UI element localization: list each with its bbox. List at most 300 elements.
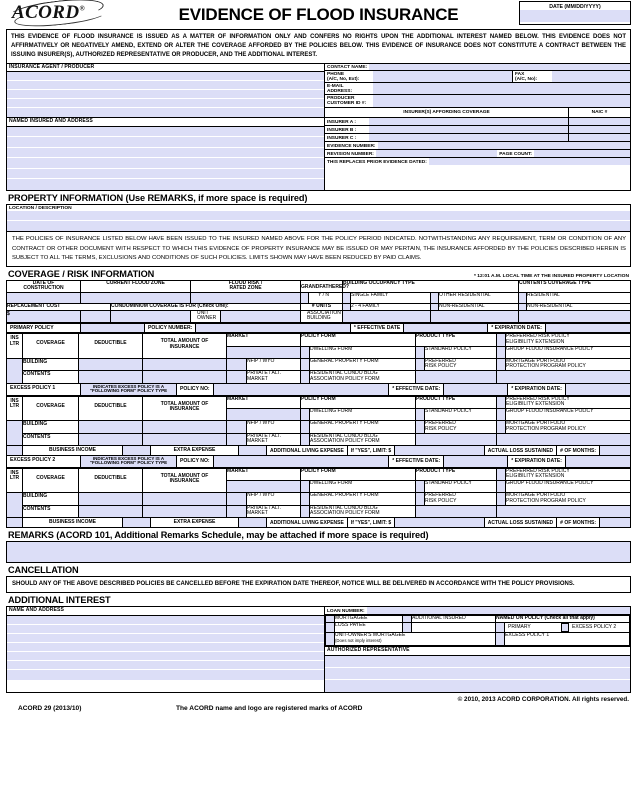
- excess-2-business-income-label: BUSINESS INCOME: [23, 518, 123, 527]
- excess-2-prp-eligibility-checkbox[interactable]: [497, 468, 506, 481]
- excess-1-preferred-risk-checkbox[interactable]: [416, 421, 425, 434]
- excess-1-private-alt-checkbox[interactable]: [227, 433, 247, 446]
- single-family-checkbox[interactable]: [343, 292, 351, 303]
- excess-1-als-label: ACTUAL LOSS SUSTAINED: [485, 446, 557, 455]
- primary-building-total-input[interactable]: [143, 358, 227, 371]
- excess-2-ins-ltr-input[interactable]: [7, 493, 23, 518]
- acord-logo: [6, 0, 118, 24]
- form-id: ACORD 29 (2013/10): [18, 704, 82, 712]
- coverage-risk-header: [6, 267, 631, 280]
- excess-1-standard-policy-checkbox[interactable]: [416, 409, 425, 421]
- named-insured-input-6[interactable]: [7, 179, 324, 190]
- excess-1-policy-no-input[interactable]: [214, 384, 390, 395]
- ai-name-input-6[interactable]: [7, 661, 324, 670]
- excess-1-extra-expense-label: EXTRA EXPENSE: [151, 446, 239, 455]
- additional-interest-title: ADDITIONAL INTEREST: [8, 594, 111, 605]
- excess-2-coverage-header: COVERAGE: [23, 468, 79, 493]
- policies-issued-note: THE POLICIES OF INSURANCE LISTED BELOW HAVE BEEN ISSUED TO THE INSURED NAMED ABOVE FOR THE POLICY PERIOD INDICATED. NOTWITHSTANDING ANY REQUIREMENT, TERM OR CONDITION OF ANY CONTRACT OR OTHER DOCUMENT WITH RESPECT TO WHICH THIS EVIDENCE OF PROPERTY INSURANCE MAY BE ISSUED OR MAY PERTAIN, THE INSURANCE AFFORDED BY THE POLICIES DESCRIBED HEREIN IS SUBJECT TO ALL THE TERMS, EXCLUSIONS AND CONDITIONS OF SUCH POLICIES. LIMITS SHOWN MAY HAVE BEEN REDUCED BY PAID CLAIMS.: [6, 232, 631, 266]
- excess-2-preferred-risk-checkbox[interactable]: [416, 493, 425, 506]
- occupancy-spacer: [431, 310, 519, 323]
- unit-owner-checkbox[interactable]: [111, 310, 191, 323]
- date-of-construction-header: DATE OF CONSTRUCTION: [7, 280, 81, 292]
- registered-mark-icon: ®: [79, 4, 86, 13]
- excess-2-policy-form-header: POLICY FORM: [301, 468, 416, 481]
- non-residential-occupancy-checkbox[interactable]: [431, 303, 439, 310]
- named-on-policy-header: NAMED ON POLICY (Check all that apply): [496, 615, 630, 622]
- excess-2-contents-row: [7, 505, 631, 518]
- primary-general-property-checkbox[interactable]: [301, 358, 310, 371]
- replacement-cost-currency: $: [7, 310, 81, 323]
- phone-label: PHONE (A/C, No, Ext):: [325, 71, 373, 82]
- excess-1-building-row: [7, 421, 631, 434]
- contact-name-label: CONTACT NAME:: [327, 64, 368, 70]
- association-building-checkbox[interactable]: [221, 310, 301, 323]
- excess-2-general-property-label: GENERAL PROPERTY FORM: [310, 493, 416, 506]
- primary-named-checkbox[interactable]: [496, 622, 505, 633]
- excess-2-effective-date-input[interactable]: [444, 456, 508, 467]
- primary-expiration-date-label: * EXPIRATION DATE:: [488, 324, 546, 332]
- excess-2-bi-row: [6, 518, 631, 528]
- remarks-title: REMARKS (ACORD 101, Additional Remarks Schedule, may be attached if more space is required): [8, 529, 429, 540]
- additional-interest-block: [6, 606, 631, 693]
- excess-1-product-spacer: [416, 433, 497, 446]
- excess-1-following-form-note: INDICATES EXCESS POLICY IS A "FOLLOWING FORM" POLICY TYPE: [81, 384, 177, 395]
- condominium-coverage-header: CONDOMINIUM COVERAGE IS FOR (Check One):: [111, 303, 301, 310]
- agent-producer-input-1[interactable]: [7, 72, 324, 81]
- two-four-family-label: 2 - 4 FAMILY: [351, 303, 431, 310]
- loan-number-row: [325, 607, 630, 615]
- unit-owners-mortgagee-checkbox[interactable]: [326, 633, 335, 646]
- excess-2-group-flood-label: GROUP FLOOD INSURANCE POLICY: [506, 481, 631, 493]
- ai-name-input-7[interactable]: [7, 670, 324, 680]
- agent-producer-input-2[interactable]: [7, 81, 324, 90]
- disclaimer-text: THIS EVIDENCE OF FLOOD INSURANCE IS ISSUED AS A MATTER OF INFORMATION ONLY AND CONFERS NO RIGHTS UPON THE ADDITIONAL INTEREST NAMED BELOW. THIS EVIDENCE DOES NOT AFFIRMATIVELY OR NEGATIVELY AMEND, EXTEND OR ALTER THE COVERAGE AFFORDED BY THE POLICIES BELOW. THIS EVIDENCE OF INSURANCE DOES NOT CONSTITUTE A CONTRACT BETWEEN THE ISSUING INSURER(S), AUTHORIZED REPRESENTATIVE OR PRODUCER, AND THE ADDITIONAL INTEREST.: [6, 29, 631, 64]
- page-count-label: PAGE COUNT:: [499, 151, 532, 157]
- excess-1-market-header: MARKET: [227, 396, 301, 409]
- primary-group-flood-checkbox[interactable]: [497, 346, 506, 358]
- grandfathered-header: GRANDFATHERED?: [301, 280, 343, 292]
- insurer-a-input[interactable]: [369, 118, 568, 125]
- insurer-a-label: INSURER A :: [325, 118, 369, 125]
- primary-building-deductible-input[interactable]: [79, 358, 143, 371]
- primary-group-flood-label: GROUP FLOOD INSURANCE POLICY: [506, 346, 631, 358]
- excess-2-deductible-header: DEDUCTIBLE: [79, 468, 143, 493]
- replacement-cost-header: REPLACEMENT COST: [7, 303, 111, 310]
- primary-nfip-wyo-label: NFIP / WYO: [247, 358, 301, 371]
- contents-spacer: [519, 310, 631, 323]
- units-input[interactable]: [343, 310, 431, 323]
- excess-2-dwelling-form-checkbox[interactable]: [301, 481, 310, 493]
- coverage-grid-row-3: [7, 310, 631, 323]
- excess-1-months-input[interactable]: [600, 446, 630, 455]
- loan-number-label: LOAN NUMBER:: [327, 608, 365, 614]
- excess-1-contents-row: [7, 433, 631, 446]
- excess-2-contents-label: CONTENTS: [23, 505, 79, 518]
- ai-grid-row-2: [326, 622, 630, 633]
- ai-grid-row-3: [326, 633, 630, 646]
- excess-2-label: EXCESS POLICY 2: [7, 456, 81, 467]
- replaces-prior-row: [325, 158, 630, 165]
- primary-contents-total-input[interactable]: [143, 371, 227, 384]
- primary-standard-policy-label: STANDARD POLICY: [425, 346, 497, 358]
- excess-1-condo-form-label: RESIDENTIAL CONDO BLDG ASSOCIATION POLICY FORM: [310, 433, 416, 446]
- insurer-a-row: [325, 118, 630, 126]
- property-information-header: [6, 191, 631, 204]
- named-insured-input-5[interactable]: [7, 169, 324, 180]
- building-occupancy-type-header: BUILDING OCCUPANCY TYPE: [343, 280, 519, 292]
- authorized-representative-label: AUTHORIZED REPRESENTATIVE: [325, 646, 630, 656]
- excess-2-building-total-input[interactable]: [143, 493, 227, 506]
- primary-contents-label: CONTENTS: [23, 371, 79, 384]
- primary-preferred-risk-checkbox[interactable]: [416, 358, 425, 371]
- primary-excess2-cell: [505, 622, 630, 633]
- non-residential-occupancy-label: NON-RESIDENTIAL: [439, 303, 519, 310]
- primary-building-label: BUILDING: [23, 358, 79, 371]
- excess-1-months-label: # OF MONTHS:: [557, 446, 600, 455]
- excess-1-prp-eligibility-label: PREFERRED RISK POLICY ELIGIBILITY EXTENSION: [506, 396, 631, 409]
- coverage-risk-title: COVERAGE / RISK INFORMATION: [8, 268, 155, 279]
- excess-1-building-deductible-input[interactable]: [79, 421, 143, 434]
- agent-producer-input-3[interactable]: [7, 90, 324, 99]
- producer-insured-block: [6, 64, 631, 192]
- insurer-b-input[interactable]: [369, 126, 568, 133]
- excess-2-contents-total-input[interactable]: [143, 505, 227, 518]
- excess-1-bi-row: [6, 446, 631, 456]
- excess-2-ale-limit-label: If "YES", LIMIT: $: [348, 518, 395, 527]
- primary-contents-deductible-input[interactable]: [79, 371, 143, 384]
- excess-2-bi-spacer: [7, 518, 23, 527]
- primary-policy-band: [6, 323, 631, 333]
- additional-interest-left: [7, 607, 325, 692]
- insurer-c-input[interactable]: [369, 134, 568, 141]
- excess-1-effective-date-input[interactable]: [444, 384, 508, 395]
- loss-payee-alt-checkbox[interactable]: [403, 622, 412, 633]
- insurer-c-row: [325, 134, 630, 142]
- naic-header: NAIC #: [568, 108, 630, 117]
- evidence-number-input[interactable]: [378, 142, 630, 149]
- contents-non-residential-checkbox[interactable]: [519, 303, 527, 310]
- excess-1-building-label: BUILDING: [23, 421, 79, 434]
- excess-1-preferred-risk-label: PREFERRED RISK POLICY: [425, 421, 497, 434]
- excess-policy-1-band: [6, 384, 631, 396]
- current-flood-zone-input[interactable]: [81, 292, 191, 303]
- location-description-label: LOCATION / DESCRIPTION: [9, 206, 72, 212]
- contact-insurers-column: [325, 64, 630, 191]
- excess-2-contents-deductible-input[interactable]: [79, 505, 143, 518]
- primary-grid-header-row: [7, 334, 631, 347]
- excess-2-ins-ltr-header: INS LTR: [7, 468, 23, 493]
- ai-name-input-3[interactable]: [7, 634, 324, 643]
- primary-total-amount-header: TOTAL AMOUNT OF INSURANCE: [143, 334, 227, 359]
- excess-2-ale-limit-input[interactable]: [395, 518, 485, 527]
- contact-name-row: [325, 64, 630, 71]
- additional-interest-right: [325, 607, 630, 692]
- excess-1-effective-date-label: * EFFECTIVE DATE:: [389, 384, 444, 395]
- excess-1-grid-header-row: [7, 396, 631, 409]
- revision-number-input[interactable]: [376, 150, 497, 157]
- excess-1-expiration-date-label: * EXPIRATION DATE:: [508, 384, 566, 395]
- excess-1-total-amount-header: TOTAL AMOUNT OF INSURANCE: [143, 396, 227, 421]
- agent-producer-input-4[interactable]: [7, 99, 324, 108]
- excess-2-months-input[interactable]: [600, 518, 630, 527]
- location-description-box: [6, 204, 631, 232]
- excess-1-extra-expense-input[interactable]: [239, 446, 267, 455]
- contents-residential-checkbox[interactable]: [519, 292, 527, 303]
- evidence-number-label: EVIDENCE NUMBER:: [327, 143, 376, 149]
- excess-2-standard-policy-label: STANDARD POLICY: [425, 481, 497, 493]
- other-residential-checkbox[interactable]: [431, 292, 439, 303]
- copyright-notice: © 2010, 2013 ACORD CORPORATION. All rights reserved.: [457, 695, 629, 703]
- primary-ins-ltr-input[interactable]: [7, 358, 23, 383]
- mortgagee-label: MORTGAGEE: [335, 615, 403, 622]
- primary-product-spacer: [416, 371, 497, 384]
- excess-2-market-header: MARKET: [227, 468, 301, 481]
- excess-policy-1-named-label: EXCESS POLICY 1: [505, 633, 630, 646]
- authorized-representative-input-1[interactable]: [325, 656, 630, 668]
- excess-policy-2-grid: [6, 468, 631, 519]
- excess-1-general-property-label: GENERAL PROPERTY FORM: [310, 421, 416, 434]
- named-insured-input-2[interactable]: [7, 137, 324, 148]
- ai-grid-row-1: [326, 615, 630, 622]
- authorized-representative-input-2[interactable]: [325, 668, 630, 680]
- primary-general-property-label: GENERAL PROPERTY FORM: [310, 358, 416, 371]
- contents-coverage-type-header: CONTENTS COVERAGE TYPE: [519, 280, 631, 292]
- excess-2-market-spacer: [227, 481, 301, 493]
- logo-text: ACORD: [12, 2, 80, 23]
- remarks-header: [6, 528, 631, 541]
- local-time-note: * 12:01 A.M. LOCAL TIME AT THE INSURED PROPERTY LOCATION: [474, 273, 629, 279]
- primary-prp-eligibility-label: PREFERRED RISK POLICY ELIGIBILITY EXTENSION: [506, 334, 631, 347]
- primary-nfip-wyo-checkbox[interactable]: [227, 358, 247, 371]
- named-insured-input-3[interactable]: [7, 148, 324, 159]
- name-and-address-label: NAME AND ADDRESS: [7, 607, 324, 616]
- excess-2-extra-expense-label: EXTRA EXPENSE: [151, 518, 239, 527]
- excess-2-extra-expense-input[interactable]: [239, 518, 267, 527]
- primary-prp-eligibility-checkbox[interactable]: [497, 334, 506, 347]
- excess-1-group-flood-label: GROUP FLOOD INSURANCE POLICY: [506, 409, 631, 421]
- contact-name-input[interactable]: [369, 64, 630, 70]
- phone-input[interactable]: [373, 71, 512, 82]
- remarks-input[interactable]: [6, 541, 631, 563]
- page-count-input[interactable]: [534, 150, 630, 157]
- property-information-title: PROPERTY INFORMATION (Use REMARKS, if more space is required): [8, 193, 308, 204]
- ai-name-input-4[interactable]: [7, 643, 324, 652]
- excess-2-effective-date-label: * EFFECTIVE DATE:: [389, 456, 444, 467]
- excess-1-building-total-input[interactable]: [143, 421, 227, 434]
- insurer-b-naic-input[interactable]: [568, 126, 630, 133]
- grandfathered-yn-label: Y / N: [309, 292, 343, 303]
- unit-owners-mortgagee-label: UNIT-OWNER'S MORTGAGEE (Does not imply interest): [335, 633, 496, 646]
- primary-dwelling-form-checkbox[interactable]: [301, 346, 310, 358]
- excess-1-group-flood-checkbox[interactable]: [497, 409, 506, 421]
- loan-number-input[interactable]: [367, 607, 630, 614]
- primary-condo-form-label: RESIDENTIAL CONDO BLDG ASSOCIATION POLICY FORM: [310, 371, 416, 384]
- excess-policy-2-band: [6, 456, 631, 468]
- excess-1-contents-total-input[interactable]: [143, 433, 227, 446]
- primary-coverage-header: COVERAGE: [23, 334, 79, 359]
- revision-page-row: [325, 150, 630, 158]
- loss-payee-label: LOSS PAYEE: [335, 622, 403, 633]
- primary-condo-form-checkbox[interactable]: [301, 371, 310, 384]
- revision-number-label: REVISION NUMBER:: [327, 151, 374, 157]
- agent-producer-label: INSURANCE AGENT / PRODUCER: [7, 64, 324, 73]
- excess-1-mortgage-portfolio-label: MORTGAGE PORTFOLIO PROTECTION PROGRAM POLICY: [506, 421, 631, 434]
- excess-2-private-alt-label: PRIVATE / ALT. MARKET: [247, 505, 301, 518]
- single-family-label: SINGLE FAMILY: [351, 292, 431, 303]
- excess-1-bi-spacer: [7, 446, 23, 455]
- replacement-cost-input[interactable]: [81, 310, 111, 323]
- excess-1-dwelling-form-checkbox[interactable]: [301, 409, 310, 421]
- loss-payee-checkbox[interactable]: [326, 622, 335, 633]
- primary-effective-date-input[interactable]: [404, 324, 488, 332]
- flood-risk-rated-zone-header: FLOOD RISK / RATED ZONE: [191, 280, 301, 292]
- cancellation-title: CANCELLATION: [8, 564, 79, 575]
- primary-ins-ltr-header: INS LTR: [7, 334, 23, 359]
- excess-1-policy-form-header: POLICY FORM: [301, 396, 416, 409]
- insurer-c-naic-input[interactable]: [568, 134, 630, 141]
- cancellation-header: [6, 563, 631, 576]
- two-four-family-checkbox[interactable]: [343, 303, 351, 310]
- excess-2-als-label: ACTUAL LOSS SUSTAINED: [485, 518, 557, 527]
- excess-1-general-property-checkbox[interactable]: [301, 421, 310, 434]
- primary-private-alt-checkbox[interactable]: [227, 371, 247, 384]
- excess-2-business-income-input[interactable]: [123, 518, 151, 527]
- excess-2-nfip-wyo-checkbox[interactable]: [227, 493, 247, 506]
- named-insured-input-4[interactable]: [7, 158, 324, 169]
- excess-1-contents-deductible-input[interactable]: [79, 433, 143, 446]
- footer-row: [6, 703, 631, 712]
- excess-1-nfip-wyo-label: NFIP / WYO: [247, 421, 301, 434]
- location-input-2[interactable]: [7, 221, 630, 231]
- coverage-grid-row-1: [7, 292, 631, 303]
- excess-2-following-form-note: INDICATES EXCESS POLICY IS A "FOLLOWING FORM" POLICY TYPE: [81, 456, 177, 467]
- excess-policy-2-named-checkbox[interactable]: [561, 623, 569, 633]
- primary-policy-label: PRIMARY POLICY: [7, 324, 81, 332]
- excess-1-dwelling-form-label: DWELLING FORM: [310, 409, 416, 421]
- excess-2-standard-policy-checkbox[interactable]: [416, 481, 425, 493]
- coverage-grid-header-row: [7, 280, 631, 292]
- excess-1-product-type-header: PRODUCT TYPE: [416, 396, 497, 409]
- email-row: [325, 83, 630, 95]
- producer-customer-id-label: PRODUCER CUSTOMER ID #:: [325, 95, 373, 106]
- replaces-prior-input[interactable]: [429, 158, 630, 165]
- mortgagee-checkbox[interactable]: [326, 615, 335, 622]
- excess-2-mortgage-portfolio-label: MORTGAGE PORTFOLIO PROTECTION PROGRAM POLICY: [506, 493, 631, 506]
- additional-insured-checkbox[interactable]: [403, 615, 412, 622]
- contents-residential-label: RESIDENTIAL: [527, 292, 631, 303]
- excess-policy-1-named-checkbox[interactable]: [496, 633, 505, 646]
- excess-2-product-spacer: [416, 505, 497, 518]
- ai-name-input-1[interactable]: [7, 616, 324, 625]
- page-title: EVIDENCE OF FLOOD INSURANCE: [178, 5, 459, 24]
- date-label: DATE (MM/DD/YYYY): [549, 4, 601, 10]
- excess-policy-1-grid: [6, 396, 631, 447]
- excess-2-condo-form-checkbox[interactable]: [301, 505, 310, 518]
- replaces-prior-label: THIS REPLACES PRIOR EVIDENCE DATED:: [327, 159, 427, 165]
- contents-non-residential-label: NON-RESIDENTIAL: [527, 303, 631, 310]
- cancellation-text: SHOULD ANY OF THE ABOVE DESCRIBED POLICIES BE CANCELLED BEFORE THE EXPIRATION DATE THEREOF, NOTICE WILL BE DELIVERED IN ACCORDANCE WITH THE POLICY PROVISIONS.: [6, 576, 631, 593]
- location-input-1[interactable]: [7, 211, 630, 221]
- primary-policy-form-header: POLICY FORM: [301, 334, 416, 347]
- trademark-notice: The ACORD name and logo are registered marks of ACORD: [176, 704, 363, 712]
- unit-owner-label: UNIT OWNER: [191, 310, 221, 323]
- excess-1-prp-eligibility-checkbox[interactable]: [497, 396, 506, 409]
- primary-policy-grid: [6, 333, 631, 384]
- primary-preferred-risk-label: PREFERRED RISK POLICY: [425, 358, 497, 371]
- excess-2-months-label: # OF MONTHS:: [557, 518, 600, 527]
- primary-standard-policy-checkbox[interactable]: [416, 346, 425, 358]
- excess-1-ins-ltr-input[interactable]: [7, 421, 23, 446]
- excess-1-ale-limit-input[interactable]: [395, 446, 485, 455]
- excess-1-mortgage-portfolio-checkbox[interactable]: [497, 421, 506, 434]
- producer-customer-id-input[interactable]: [373, 95, 630, 106]
- current-flood-zone-header: CURRENT FLOOD ZONE: [81, 280, 191, 292]
- excess-1-ale-limit-label: If "YES", LIMIT: $: [348, 446, 395, 455]
- phone-fax-row: [325, 71, 630, 83]
- primary-named-label: PRIMARY: [508, 623, 531, 630]
- excess-2-building-label: BUILDING: [23, 493, 79, 506]
- excess-1-business-income-label: BUSINESS INCOME: [23, 446, 123, 455]
- primary-mortgage-portfolio-label: MORTGAGE PORTFOLIO PROTECTION PROGRAM POLICY: [506, 358, 631, 371]
- excess-2-general-property-checkbox[interactable]: [301, 493, 310, 506]
- primary-market-spacer: [227, 346, 301, 358]
- primary-expiration-date-input[interactable]: [546, 324, 630, 332]
- excess-1-private-alt-label: PRIVATE / ALT. MARKET: [247, 433, 301, 446]
- excess-2-dwelling-form-label: DWELLING FORM: [310, 481, 416, 493]
- excess-1-deductible-header: DEDUCTIBLE: [79, 396, 143, 421]
- fax-input[interactable]: [552, 71, 630, 82]
- insurer-c-label: INSURER C :: [325, 134, 369, 141]
- additional-insured-label: ADDITIONAL INSURED: [412, 615, 496, 622]
- date-of-construction-input[interactable]: [7, 292, 81, 303]
- primary-contents-row: [7, 371, 631, 384]
- excess-1-policy-no-label: POLICY NO:: [177, 384, 214, 395]
- primary-building-row: [7, 358, 631, 371]
- authorized-representative-input-3[interactable]: [325, 680, 630, 692]
- grandfathered-checkbox[interactable]: [301, 292, 309, 303]
- excess-2-expiration-date-input[interactable]: [566, 456, 630, 467]
- insurer-a-naic-input[interactable]: [568, 118, 630, 125]
- email-input[interactable]: [373, 83, 630, 94]
- primary-policy-number-input[interactable]: [196, 324, 351, 332]
- excess-2-product-type-header: PRODUCT TYPE: [416, 468, 497, 481]
- date-input[interactable]: [520, 10, 630, 22]
- excess-2-building-deductible-input[interactable]: [79, 493, 143, 506]
- primary-mortgage-portfolio-checkbox[interactable]: [497, 358, 506, 371]
- flood-risk-rated-zone-input[interactable]: [191, 292, 301, 303]
- ai-name-input-5[interactable]: [7, 652, 324, 661]
- excess-1-condo-form-checkbox[interactable]: [301, 433, 310, 446]
- excess-2-group-flood-checkbox[interactable]: [497, 481, 506, 493]
- ai-name-input-2[interactable]: [7, 625, 324, 634]
- ai-blank-cell: [412, 622, 496, 633]
- excess-2-mortgage-portfolio-checkbox[interactable]: [497, 493, 506, 506]
- producer-left-column: [7, 64, 325, 191]
- excess-2-private-alt-checkbox[interactable]: [227, 505, 247, 518]
- excess-1-expiration-date-input[interactable]: [566, 384, 630, 395]
- named-insured-input-1[interactable]: [7, 127, 324, 138]
- producer-customer-id-row: [325, 95, 630, 107]
- coverage-risk-grid: [6, 280, 631, 323]
- evidence-number-row: [325, 142, 630, 150]
- agent-producer-input-5[interactable]: [7, 108, 324, 118]
- fax-label: FAX (A/C, No):: [512, 71, 552, 82]
- excess-1-business-income-input[interactable]: [123, 446, 151, 455]
- excess-2-policy-no-input[interactable]: [214, 456, 390, 467]
- excess-1-ale-label: ADDITIONAL LIVING EXPENSE: [267, 446, 348, 455]
- excess-2-policy-no-label: POLICY NO:: [177, 456, 214, 467]
- excess-1-nfip-wyo-checkbox[interactable]: [227, 421, 247, 434]
